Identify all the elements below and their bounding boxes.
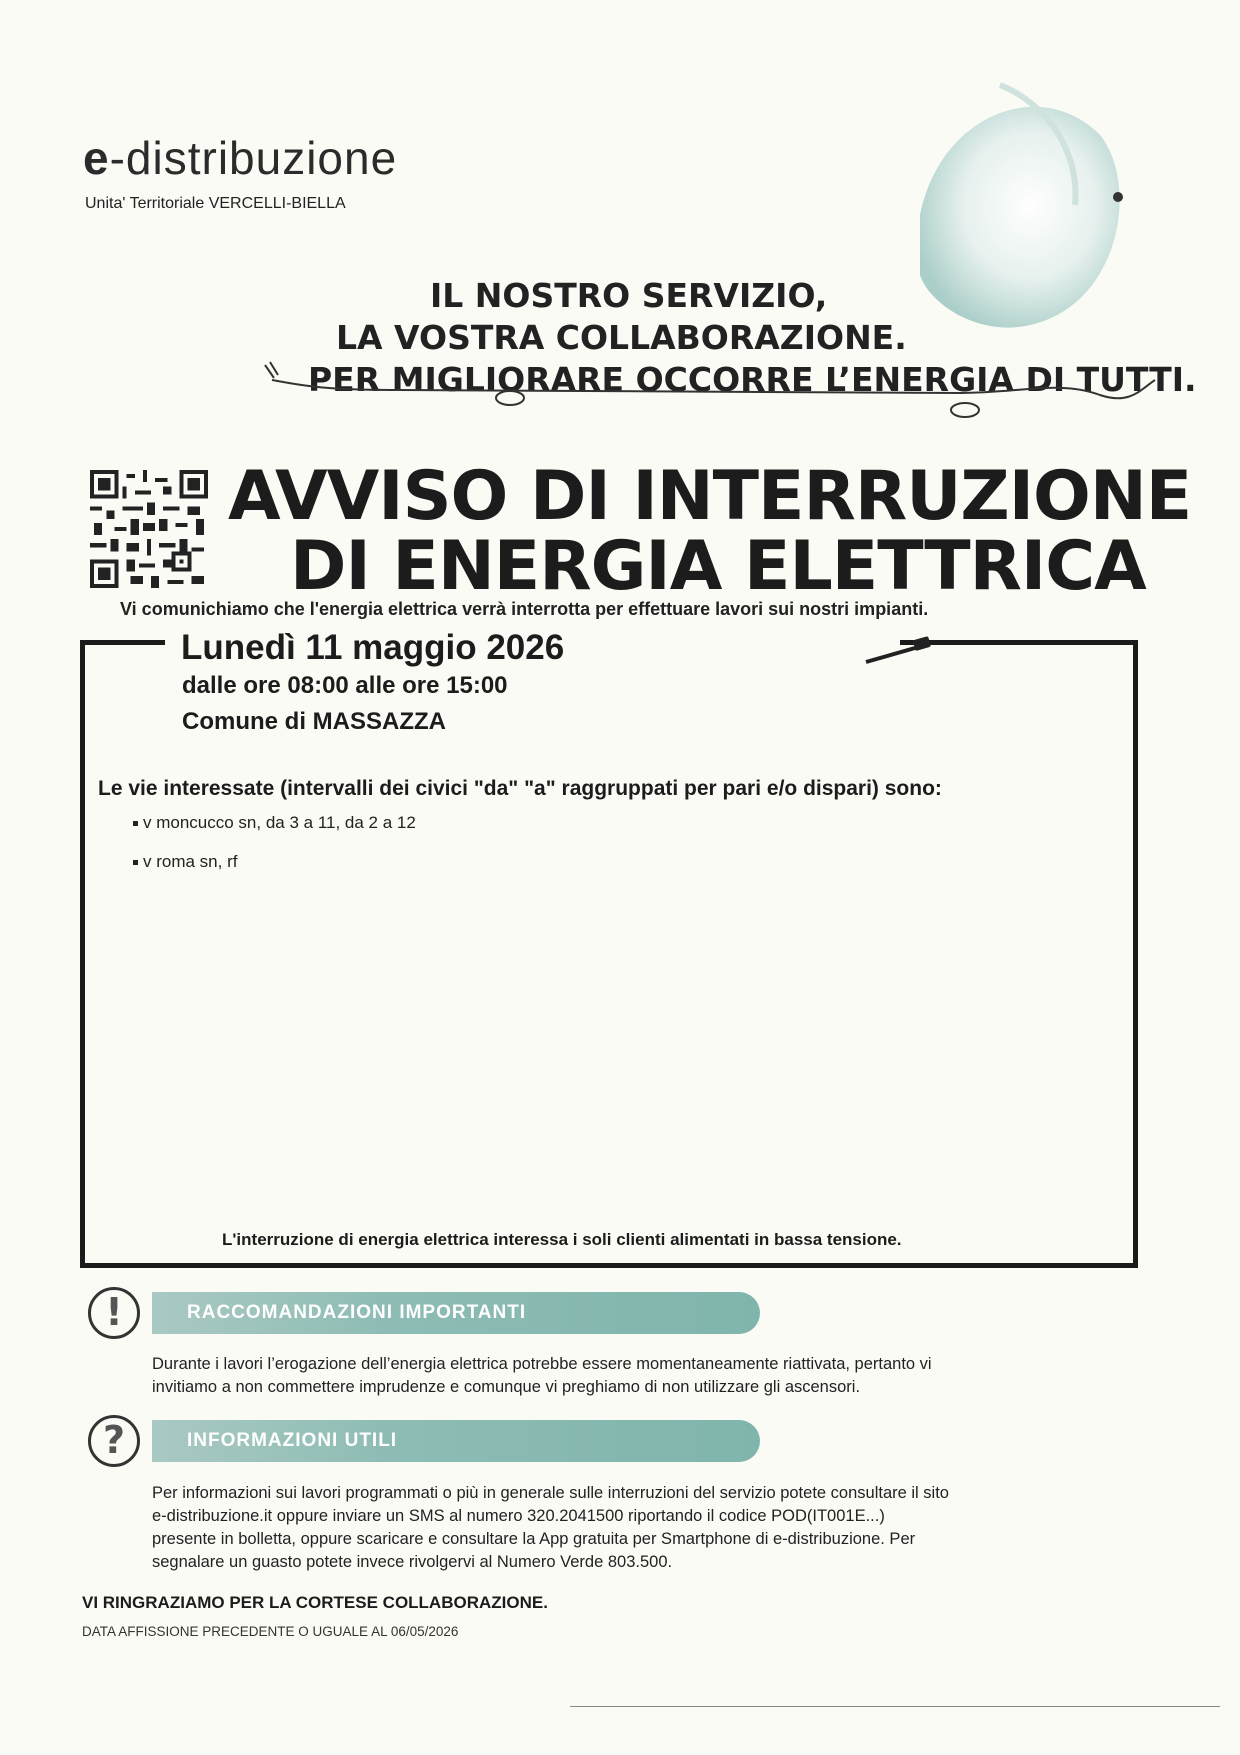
- street-item: [133, 813, 416, 833]
- warning-icon: !: [88, 1287, 140, 1339]
- box-border-left: [80, 640, 165, 645]
- street-text: v moncucco sn, da 3 a 11, da 2 a 12: [143, 813, 416, 832]
- logo-text: -distribuzione: [109, 132, 398, 184]
- bullet-icon: [133, 821, 138, 826]
- info-text: [152, 1482, 1152, 1574]
- low-voltage-note: L'interruzione di energia elettrica interessa i soli clienti alimentati in bassa tensione.: [222, 1230, 902, 1249]
- posting-date: DATA AFFISSIONE PRECEDENTE O UGUALE AL 06/05/2026: [82, 1624, 459, 1639]
- notice-title: [228, 457, 1228, 606]
- question-icon: ?: [88, 1415, 140, 1467]
- interruption-hours: dalle ore 08:00 alle ore 15:00: [182, 672, 508, 699]
- cable-decoration-icon: [260, 360, 1197, 435]
- company-logo: [83, 132, 398, 184]
- bottom-divider: [570, 1706, 1220, 1707]
- plug-icon: [862, 632, 942, 672]
- street-text: v roma sn, rf: [143, 852, 238, 871]
- thanks-text: VI RINGRAZIAMO PER LA CORTESE COLLABORAZIONE.: [82, 1593, 548, 1612]
- municipality: Comune di MASSAZZA: [182, 708, 446, 735]
- title-line-2: DI ENERGIA ELETTRICA: [290, 527, 1146, 606]
- recommendations-text: [152, 1353, 1152, 1399]
- title-line-1: AVVISO DI INTERRUZIONE: [228, 457, 1192, 536]
- territorial-unit: Unita' Territoriale VERCELLI-BIELLA: [85, 195, 346, 212]
- streets-heading: Le vie interessate (intervalli dei civici "da" "a" raggruppati per pari e/o dispari) sono:: [98, 777, 942, 800]
- recommendations-line-1: Durante i lavori l’erogazione dell’energia elettrica potrebbe essere momentaneamente riattivata, pertanto vi: [152, 1355, 932, 1373]
- info-line-4: segnalare un guasto potete invece rivolgervi al Numero Verde 803.500.: [152, 1553, 673, 1571]
- info-line-1: Per informazioni sui lavori programmati o più in generale sulle interruzioni del servizio potete consultare il sito: [152, 1484, 949, 1502]
- interruption-date: Lunedì 11 maggio 2026: [181, 628, 565, 667]
- slogan-line-2: LA VOSTRA COLLABORAZIONE.: [336, 318, 907, 357]
- logo-mark: e: [83, 132, 110, 184]
- info-line-2: e-distribuzione.it oppure inviare un SMS al numero 320.2041500 riportando il codice POD(IT001E...): [152, 1507, 885, 1525]
- recommendations-heading: RACCOMANDAZIONI IMPORTANTI: [152, 1292, 760, 1334]
- recommendations-line-2: invitiamo a non commettere imprudenze e comunque vi preghiamo di non utilizzare gli ascensori.: [152, 1378, 861, 1396]
- bullet-icon: [133, 860, 138, 865]
- intro-text: Vi comunichiamo che l'energia elettrica verrà interrotta per effettuare lavori sui nostri impianti.: [120, 599, 929, 619]
- qr-code-icon: [90, 470, 208, 588]
- slogan-line-3: PER MIGLIORARE OCCORRE L’ENERGIA DI TUTTI.: [308, 360, 1197, 399]
- info-heading: INFORMAZIONI UTILI: [152, 1420, 760, 1462]
- slogan-line-1: IL NOSTRO SERVIZIO,: [430, 276, 828, 315]
- info-line-3: presente in bolletta, oppure scaricare e consultare la App gratuita per Smartphone di e-distribuzione. Per: [152, 1530, 916, 1548]
- street-item: [133, 852, 237, 872]
